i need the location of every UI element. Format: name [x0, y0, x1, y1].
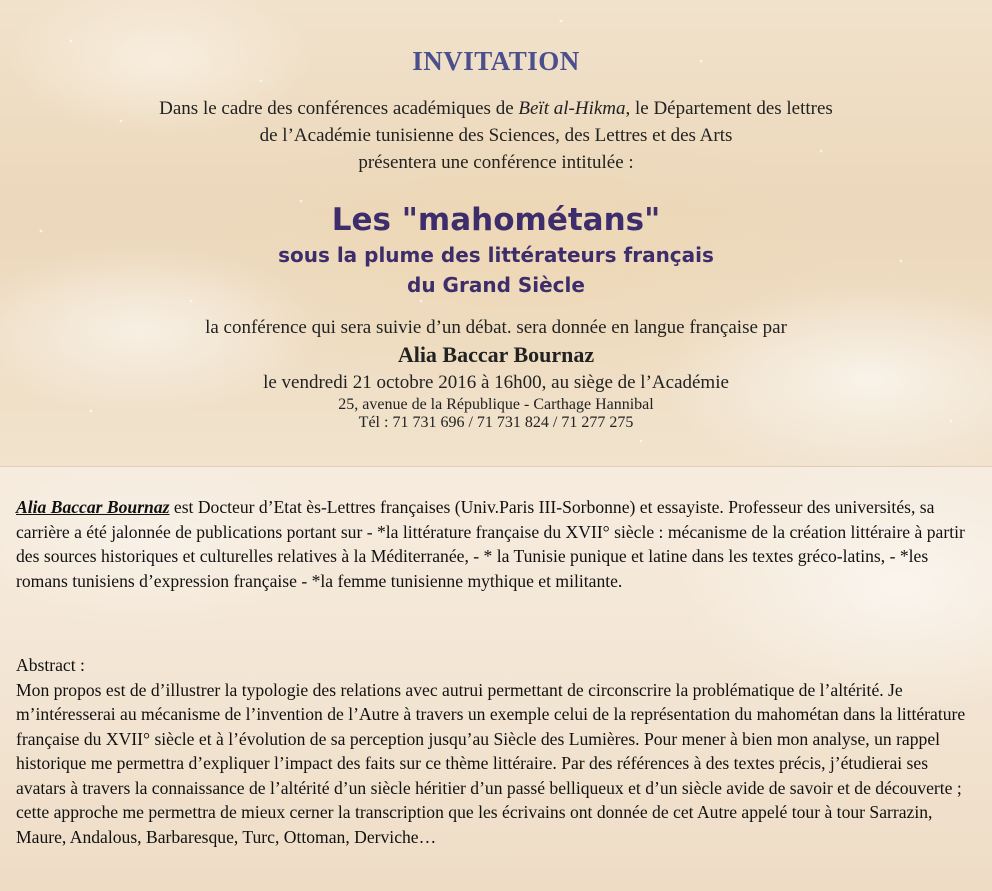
abstract-label: Abstract :: [16, 655, 85, 675]
sparkle-decoration: [260, 80, 262, 82]
bio-speaker-name: Alia Baccar Bournaz: [16, 497, 170, 517]
bio-paragraph: est Docteur d’Etat ès-Lettres françaises (Univ.Paris III-Sorbonne) et essayiste. Professeur des universités, sa carrière a été jalonnée de publications portant sur - *la littérature française du XVII° siècle : mécanisme de la création littéraire à partir des sources historiques et culturelles relatives à la Méditerranée, - * la Tunisie punique et latine dans les textes gréco-latins, - *les romans tunisiens d’expression française - *la femme tunisienne mythique et militante.: [16, 497, 965, 591]
intro-text: , le Département des lettres: [625, 98, 833, 119]
conference-title: Les "mahométans": [331, 202, 661, 238]
sparkle-decoration: [190, 300, 192, 302]
invitation-title: INVITATION: [412, 46, 580, 76]
intro-line-1: [0, 98, 992, 120]
content-panel: [0, 466, 992, 891]
sparkle-decoration: [70, 40, 72, 42]
abstract-paragraph: Mon propos est de d’illustrer la typologie des relations avec autrui permettant de circonscrire la problématique de l’altérité. Je m’intéresserai au mécanisme de l’invention de l’Autre à travers un exemple celui de la représentation du mahométan dans la littérature française du XVII° siècle et à l’évolution de sa perception jusqu’au Siècle des Lumières. Pour mener à bien mon analyse, un rappel historique me permettra d’expliquer l’impact des faits sur ce thème littéraire. Par des références à des textes précis, j’étudierai ses avatars à travers la connaissance de l’altérité d’un siècle héritier d’un passé belliqueux et d’un siècle avide de savoir et de découverte ; cette approche me permettra de mieux cerner la transcription que les écrivains ont donnée de cet Autre appelé tour à tour Sarrazin, Maure, Andalous, Barbaresque, Turc, Ottoman, Derviche…: [16, 679, 966, 847]
event-phone: Tél : 71 731 696 / 71 731 824 / 71 277 275: [358, 414, 634, 431]
intro-text: Dans le cadre des conférences académiques de: [159, 98, 519, 119]
speaker-bio: [16, 495, 982, 593]
intro-line-2: de l’Académie tunisienne des Sciences, des Lettres et des Arts: [259, 125, 733, 146]
intro-institution-name: Beït al-Hikma: [518, 98, 626, 119]
speaker-name: Alia Baccar Bournaz: [397, 342, 595, 367]
conference-subtitle-2: du Grand Siècle: [407, 273, 585, 297]
abstract-section: [16, 653, 982, 849]
intro-line-3: présentera une conférence intitulée :: [358, 152, 634, 173]
sparkle-decoration: [120, 120, 122, 122]
speaker-intro: la conférence qui sera suivie d’un débat. sera donnée en langue française par: [205, 317, 787, 338]
sparkle-decoration: [640, 440, 642, 442]
sparkle-decoration: [420, 300, 422, 302]
event-date: le vendredi 21 octobre 2016 à 16h00, au siège de l’Académie: [263, 372, 729, 393]
sparkle-decoration: [560, 20, 562, 22]
conference-subtitle-1: sous la plume des littérateurs français: [278, 243, 714, 267]
event-address: 25, avenue de la République - Carthage Hannibal: [338, 396, 654, 413]
